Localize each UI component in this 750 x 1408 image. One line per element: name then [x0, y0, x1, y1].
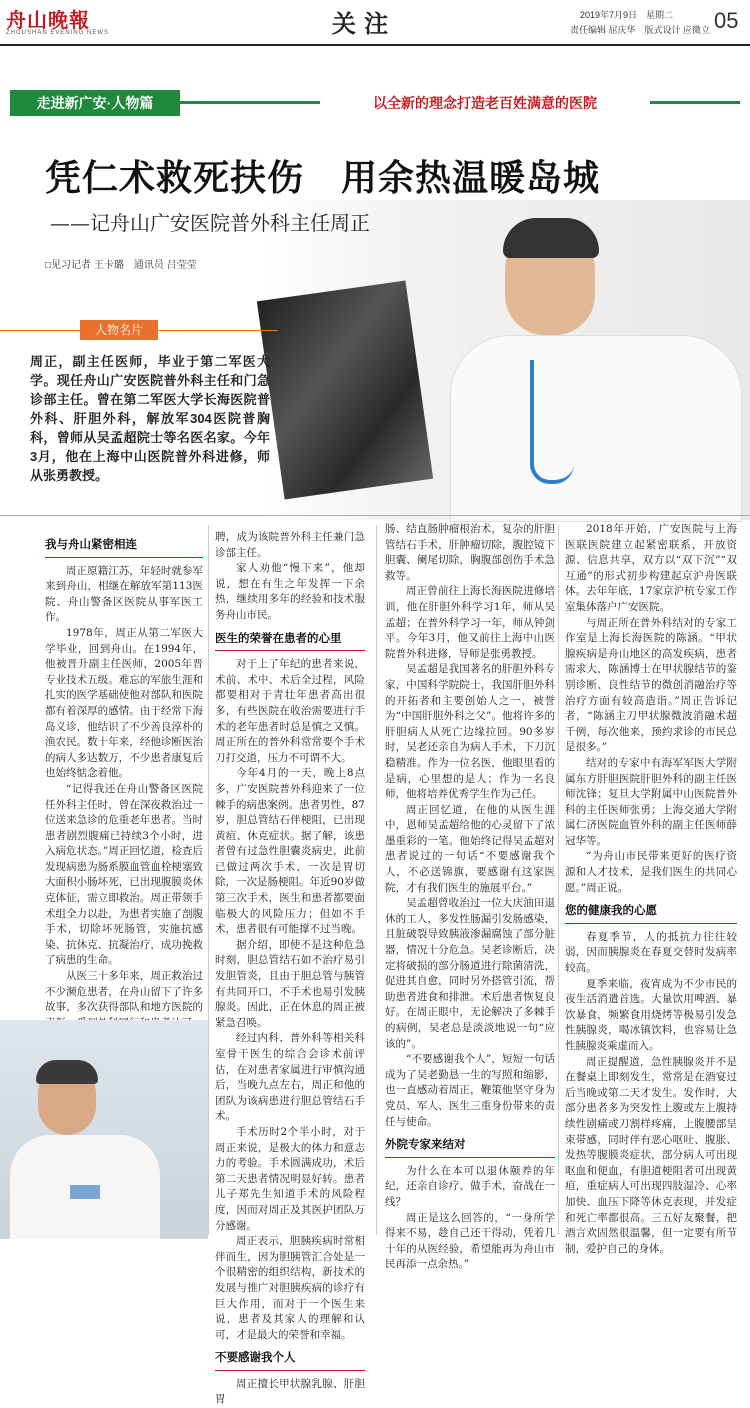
profile-label: 人物名片 [80, 320, 158, 340]
paragraph: 周正曾前往上海长海医院进修培训，他在肝胆外科学习1年，师从吴孟超；在普外科学习一年，师从钟剑平。今年3月，他又前往上海中山医院普外科进修，导师是张勇教授。 [385, 585, 555, 660]
section-heading: 不要感谢我个人 [215, 1349, 365, 1371]
paragraph: 周正提醒道，急性胰腺炎并不是在餐桌上即刻发生，常常是在酒宴过后当晚或第二天才发生。发作时，大部分患者多为突发性上腹或左上腹持续性剧痛或刀割样疼痛，上腹腰部呈束带感，同时伴有恶心呕吐、腹胀、发热等腹膜炎症状，部分病人可出现呕血和便血，有胆道梗阻者可出现黄疸，重症病人可出现四肢湿冷、心率加快、血压下降等休克表现，并发症和死亡率都很高。三五好友聚餐，把酒言欢固然很温馨，但一定要有所节制，爱护自己的身体。 [565, 1055, 737, 1255]
xray-film [257, 281, 433, 500]
paragraph: 与周正所在普外科结对的专家工作室是上海长海医院的陈涵。“甲状腺疾病是舟山地区的高发疾病，患者需求大，陈涵博士在甲状腺结节的鉴别诊断、良性结节的微创消融治疗等治疗方面有较高造诣。”周正告诉记者，“陈涵主刀甲状腺微波消融术超千例，每次他来，预约求诊的市民总是很多。” [565, 616, 737, 754]
paragraph: “不要感谢我个人”，短短一句话成为了吴老勤恳一生的写照和缩影，也一直感动着周正，鞭策他坚守身为党员、军人、医生三重身份带来的责任与使命。 [385, 1053, 555, 1128]
paragraph: 对于上了年纪的患者来说，术前、术中、术后全过程，风险都要相对于青壮年患者高出很多，有些医院在收治需要进行手术的老年患者时总是慎之又慎。周正所在的普外科常常要个手术刀打交道，压力不可谓不大。 [215, 658, 365, 764]
paragraph: 据介绍，即使不是这种危急时刻，胆总管结石如不治疗易引发胆管炎，且由于胆总管与胰管有共同开口，不手术也易引发胰腺炎。因此，正在休息的周正被紧急召唤。 [215, 938, 365, 1029]
paragraph: 肠、结直肠肿瘤根治术，复杂的肝胆管结石手术，肝肿瘤切除，腹腔镜下胆囊、阑尾切除，胸腹部创伤手术急救等。 [385, 523, 555, 582]
column-divider [558, 525, 559, 1235]
paragraph: 周正原籍江苏，年轻时就参军来到舟山，相继在解放军第113医院、舟山警备区医院从事军医工作。 [45, 564, 203, 624]
paragraph: 吴孟超曾收治过一位大庆油田退休的工人，多发性肠漏引发肠感染，且脏破裂导致胰液渗漏腐蚀了部分脏器，情况十分危急。吴老诊断后，决定将破损的部分肠道进行除菌清洗，促进其自愈，同时另外搭管引流，帮助患者进食和排泄。术后患者恢复良好。在周正眼中，无论解决了多棘手的病例，吴老总是淡淡地说一句“应该的”。 [385, 897, 555, 1050]
newspaper-logo: 舟山晚報 [6, 8, 90, 32]
article-column-3 [385, 522, 555, 1271]
paragraph: 周正回忆道，在他的从医生涯中，恩师吴孟超给他的心灵留下了浓墨重彩的一笔。他始终记得吴孟超对患者说过的一句话“不要感谢我个人，不必送锦旗，要感谢有这家医院，才有我们医生的施展平台。” [385, 803, 555, 894]
doctor-hair [503, 218, 599, 258]
column-divider [208, 525, 209, 1235]
byline: □见习记者 王卡璐 通讯员 吕莹莹 [45, 260, 197, 271]
article-column-4 [565, 522, 737, 1255]
paragraph: 吴孟超是我国著名的肝胆外科专家，中国科学院院士，我国肝胆外科的开拓者和主要创始人之一，被誉为“中国肝胆外科之父”。他将许多的肝胆病人从死亡边缘拉回。90多岁时，吴老还亲自为病人手术，下刀沉稳精准。作为一位名医，他眼里看的是病，心里想的是人；作为一名良师，他将培养优秀学生作为己任。 [385, 663, 555, 801]
section-heading: 我与舟山紧密相连 [45, 536, 203, 558]
article-title: 凭仁术救死扶伤 用余热温暖岛城 [45, 157, 601, 199]
paragraph: 结对的专家中有海军军医大学附属东方肝胆医院肝胆外科的副主任医师沈锋；复旦大学附属中山医院普外科的主任医师张勇；上海交通大学附属仁济医院血管外科的副主任医师薛冠华等。 [565, 756, 737, 847]
issue-date: 2019年7月9日 星期二 [580, 10, 674, 20]
column-divider [376, 525, 377, 1235]
article-column-2 [215, 530, 365, 1406]
profile-divider [0, 515, 750, 516]
inset-doctor-hair [36, 1060, 98, 1084]
profile-rule-left [0, 330, 80, 331]
paragraph: 周正是这么回答的，“一身所学得来不易，趁自己还干得动，凭着几十年的从医经验，希望能再为舟山市民再添一点余热。” [385, 1211, 555, 1271]
profile-rule-right [158, 330, 278, 331]
section-heading: 您的健康我的心愿 [565, 902, 737, 924]
stethoscope-icon [530, 360, 574, 484]
article-column-1 [45, 530, 203, 1020]
paragraph: 夏季来临，夜宵成为不少市民的夜生活消遣首选。大量饮用啤酒、暴饮暴食，频繁食用烧烤等极易引发急性胰腺炎，喝冰镇饮料，也容易让急性胰腺炎乘虚而入。 [565, 977, 737, 1052]
paragraph: 聘，成为该院普外科主任兼门急诊部主任。 [215, 531, 365, 559]
section-heading: 外院专家来结对 [385, 1136, 555, 1158]
paragraph: 春夏季节，人的抵抗力往往较弱，因而胰腺炎在春夏交替时发病率较高。 [565, 930, 737, 975]
section-heading: 医生的荣誉在患者的心里 [215, 630, 365, 652]
paragraph: 从医三十多年来，周正救治过不少濒危患者，在舟山留下了许多故事，多次获得部队和地方医院的 [45, 970, 203, 1014]
editor-credits: 责任编辑 屈庆华 版式设计 应微立 [570, 25, 711, 35]
paragraph: 周正擅长甲状腺乳腺、肝胆胃 [215, 1377, 365, 1406]
profile-text: 周正，副主任医师，毕业于第二军医大学。现任舟山广安医院普外科主任和门急诊部主任。曾在第二军医大学长海医院普外科、肝胆外科，解放军304医院普胸科，曾师从吴孟超院士等名医名家。今年3月，他在上海中山医院普外科进修，师从张勇教授。 [30, 354, 270, 483]
newspaper-logo-subtitle: ZHOUSHAN EVENING NEWS [6, 30, 110, 36]
paragraph: 1978年，周正从第二军医大学毕业，回到舟山。在1994年，他被晋升副主任医师，2005年晋专业技术五级。难忘的军旅生涯和扎实的医学基础使他对部队和医院都有着深厚的感情。由于经常下海岛义诊，他结识了不少善良淳朴的渔农民。数十年来，经他诊断医治的病人多达数万，不少患者康复后也始终惦念着他。 [45, 626, 203, 780]
paragraph: 为什么在本可以退休颐养的年纪，还亲自诊疗、做手术，奋战在一线？ [385, 1164, 555, 1208]
paragraph: “记得我还在舟山警备区医院任外科主任时，曾在深夜救治过一位送来急诊的危重老年患者。当时患者剧烈腹痛已持续3个小时，进入病危状态。”周正回忆道，检查后发现病患为肠系膜血管血栓梗塞致大面积小肠坏死，已出现腹膜炎休克体征，需立即救治。周正带领手术组全力以赴，为患者实施了剖腹手术，切除坏死肠管，实施抗感染、抗休克、抗凝治疗，成功挽救了病患的生命。 [45, 782, 203, 967]
paragraph: 经过内科、普外科等相关科室骨干医生的综合会诊术前评估，在对患者家属进行审慎沟通后，当晚九点左右，周正和他的团队为该病患进行胆总管结石手术。 [215, 1032, 365, 1123]
paragraph: 今年4月的一天，晚上8点多，广安医院普外科迎来了一位棘手的病患案例。患者男性，87岁，胆总管结石伴梗阻，已出现黄疸、休克症状。据了解，该患者曾有过急性胆囊炎病史，此前已做过两次手术，一次是胃切除，一次是肠梗阻。年近90岁做第三次手术，医生和患者都要面临极大的风险压力；但如不手术，患者很有可能撑不过当晚。 [215, 767, 365, 936]
article-subtitle: ——记舟山广安医院普外科主任周正 [50, 211, 370, 235]
doctor-coat [450, 335, 742, 522]
paragraph: “为舟山市民带来更好的医疗资源和人才技术，是我们医生的共同心愿。”周正说。 [565, 850, 737, 894]
paragraph: 家人劝他“慢下来”，他却说，想在有生之年发挥一下余热，继续用多年的经验和技术服务舟山市民。 [215, 562, 365, 621]
paragraph: 手术历时2个半小时，对于周正来说，是极大的体力和意志力的考验。手术圆满成功，术后第二天患者情况明显好转。患者儿子郑先生知道手术的风险程度，因而对周正及其医护团队万分感谢。 [215, 1125, 365, 1232]
page-number: 05 [714, 8, 739, 33]
section-title: 关 注 [331, 9, 389, 38]
paragraph: 周正表示，胆胰疾病时常相伴而生，因为胆胰管汇合处是一个很精密的组织结构，新技术的发展与推广对胆胰疾病的诊疗有巨大作用，而对于一个医生来说，患者及其家人的理解和认可，才是最大的荣誉和幸福。 [215, 1235, 365, 1341]
series-banner: 走进新广安·人物篇 [10, 90, 180, 116]
slogan-banner: 以全新的理念打造老百姓满意的医院 [320, 90, 650, 116]
name-badge-icon [70, 1185, 100, 1199]
paragraph: 2018年开始，广安医院与上海医联医院建立起紧密联系，开放资源、信息共享，双方以“双下沉”“双互通”的形式初步构建起京沪舟医联体。去年年底，17家京沪杭专家工作室集体落户广安医院。 [565, 523, 737, 613]
